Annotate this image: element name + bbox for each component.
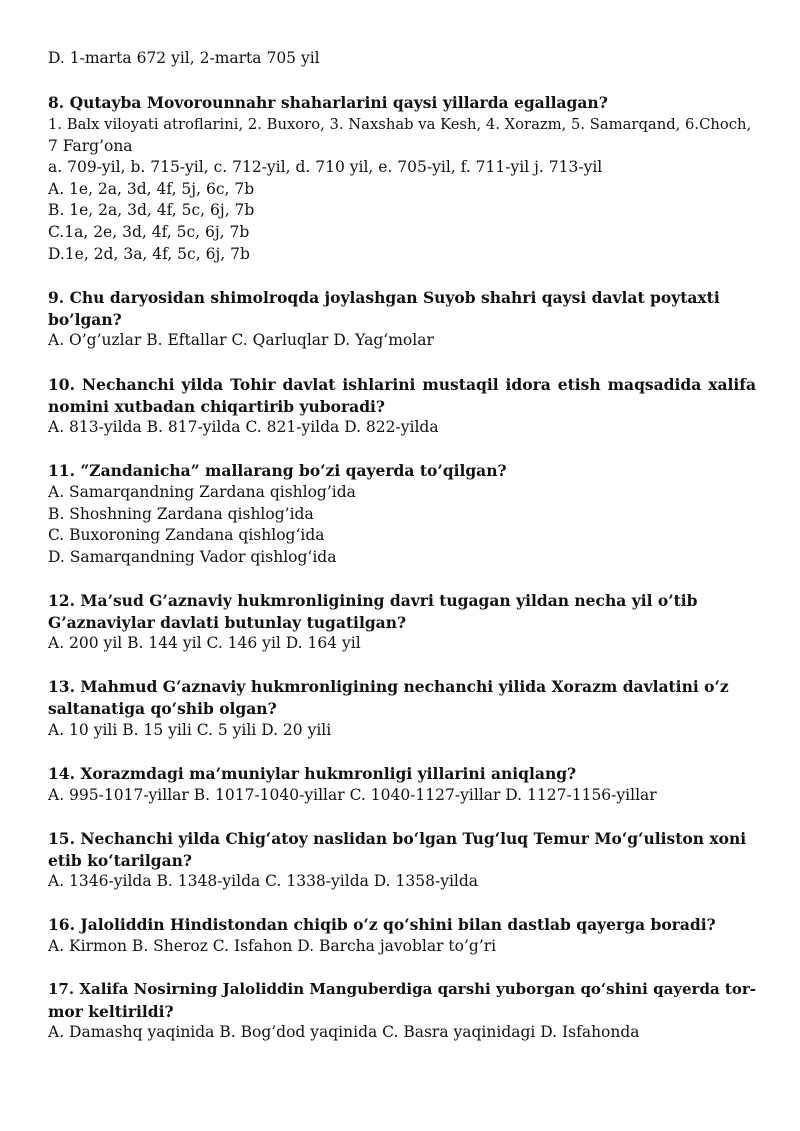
- q15-options: A. 1346-yilda B. 1348-yilda C. 1338-yilda D. 1358-yilda: [48, 872, 479, 890]
- q13-question-line-2: saltanatiga qo‘shib olgan?: [48, 699, 277, 718]
- q11-option-a: A. Samarqandning Zardana qishlog’ida: [48, 483, 356, 501]
- q15-question-line-2: etib ko‘tarilgan?: [48, 851, 192, 870]
- q8-question: 8. Qutayba Movorounnahr shaharlarini qaysi yillarda egallagan?: [48, 93, 608, 112]
- q10-question-line-2: nomini xutbadan chiqartirib yuboradi?: [48, 397, 385, 416]
- q9-question-line-2: bo’lgan?: [48, 310, 122, 329]
- q12-question-line-2: G’aznaviylar davlati butunlay tugatilgan?: [48, 613, 407, 632]
- q11-question: 11. “Zandanicha” mallarang bo‘zi qayerda to’qilgan?: [48, 461, 507, 480]
- q9-question-line-1: 9. Chu daryosidan shimolroqda joylashgan Suyob shahri qaysi davlat poytaxti: [48, 288, 720, 307]
- q8-option-d: D.1e, 2d, 3a, 4f, 5c, 6j, 7b: [48, 245, 250, 263]
- q8-option-a: A. 1e, 2a, 3d, 4f, 5j, 6c, 7b: [48, 180, 255, 198]
- q8-option-c: C.1a, 2e, 3d, 4f, 5c, 6j, 7b: [48, 223, 250, 241]
- q14-options: A. 995-1017-yillar B. 1017-1040-yillar C. 1040-1127-yillar D. 1127-1156-yillar: [48, 786, 657, 804]
- q8-option-b: B. 1e, 2a, 3d, 4f, 5c, 6j, 7b: [48, 201, 255, 219]
- q15-question-line-1: 15. Nechanchi yilda Chig‘atoy naslidan bo‘lgan Tug‘luq Temur Mo‘g‘uliston xoni: [48, 829, 747, 848]
- q8-list-line-1: 1. Balx viloyati atroflarini, 2. Buxoro, 3. Naxshab va Kesh, 4. Xorazm, 5. Samarqand, 6.Choch,: [48, 116, 752, 133]
- q7-option-d: D. 1-marta 672 yil, 2-marta 705 yil: [48, 49, 320, 67]
- q11-option-c: C. Buxoroning Zandana qishlog‘ida: [48, 526, 325, 544]
- q10-options: A. 813-yilda B. 817-yilda C. 821-yilda D. 822-yilda: [48, 418, 439, 436]
- q8-years: a. 709-yil, b. 715-yil, c. 712-yil, d. 710 yil, e. 705-yil, f. 711-yil j. 713-yil: [48, 158, 603, 176]
- q12-options: A. 200 yil B. 144 yil C. 146 yil D. 164 yil: [48, 634, 361, 652]
- q9-options: A. O’g’uzlar B. Eftallar C. Qarluqlar D. Yag‘molar: [48, 331, 434, 349]
- q10-question-line-1: 10. Nechanchi yilda Tohir davlat ishlarini mustaqil idora etish maqsadida xalifa: [48, 375, 756, 394]
- q11-option-d: D. Samarqandning Vador qishlog‘ida: [48, 548, 337, 566]
- q13-question-line-1: 13. Mahmud G‘aznaviy hukmronligining nechanchi yilida Xorazm davlatini o‘z: [48, 677, 729, 696]
- q17-options: A. Damashq yaqinida B. Bog’dod yaqinida C. Basra yaqinidagi D. Isfahonda: [48, 1023, 640, 1041]
- q12-question-line-1: 12. Ma’sud G’aznaviy hukmronligining davri tugagan yildan necha yil o’tib: [48, 591, 698, 610]
- q8-list-line-2: 7 Farg’ona: [48, 137, 133, 155]
- q11-option-b: B. Shoshning Zardana qishlog’ida: [48, 505, 314, 523]
- q17-question-line-2: mor keltirildi?: [48, 1002, 174, 1021]
- q16-options: A. Kirmon B. Sheroz C. Isfahon D. Barcha javoblar to’g’ri: [48, 937, 497, 955]
- q13-options: A. 10 yili B. 15 yili C. 5 yili D. 20 yili: [48, 721, 332, 739]
- q17-question-line-1: 17. Xalifa Nosirning Jaloliddin Manguberdiga qarshi yuborgan qo‘shini qayerda tor-: [48, 980, 756, 998]
- q16-question: 16. Jaloliddin Hindistondan chiqib o‘z qo‘shini bilan dastlab qayerga boradi?: [48, 915, 716, 934]
- q14-question: 14. Xorazmdagi ma’muniylar hukmronligi yillarini aniqlang?: [48, 764, 577, 783]
